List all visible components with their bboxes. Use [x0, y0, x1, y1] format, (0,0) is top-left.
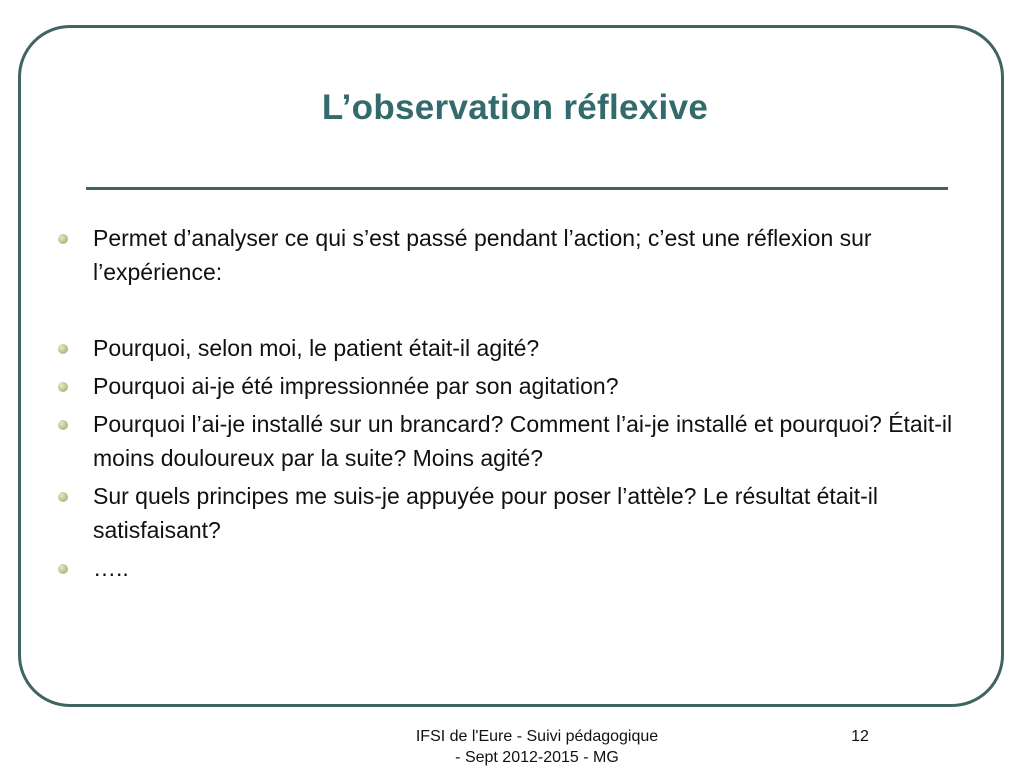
- bullet-text: …..: [93, 555, 129, 581]
- bullet-item: [58, 331, 958, 365]
- footer-text: [372, 726, 702, 768]
- footer-line-2: - Sept 2012-2015 - MG: [455, 749, 619, 766]
- footer-line-1: IFSI de l'Eure - Suivi pédagogique: [415, 728, 659, 745]
- bullet-item: [58, 221, 958, 289]
- bullet-text: Permet d’analyser ce qui s’est passé pendant l’action; c’est une réflexion sur l’expérience:: [93, 225, 872, 285]
- bullet-text: Pourquoi l’ai-je installé sur un brancard? Comment l’ai-je installé et pourquoi? Était-il moins douloureux par la suite? Moins agité?: [93, 411, 953, 471]
- bullet-list: [58, 221, 958, 589]
- bullet-item: [58, 479, 958, 547]
- bullet-dot-icon: [58, 234, 68, 244]
- bullet-item: [58, 551, 958, 585]
- bullet-text: Pourquoi, selon moi, le patient était-il agité?: [93, 335, 540, 361]
- bullet-text: Sur quels principes me suis-je appuyée pour poser l’attèle? Le résultat était-il satisfaisant?: [93, 483, 878, 543]
- page-number: 12: [851, 728, 869, 745]
- title-divider: [86, 187, 948, 190]
- bullet-dot-icon: [58, 420, 68, 430]
- bullet-dot-icon: [58, 344, 68, 354]
- bullet-text: Pourquoi ai-je été impressionnée par son agitation?: [93, 373, 619, 399]
- bullet-item: [58, 407, 958, 475]
- slide-title: L’observation réflexive: [321, 88, 709, 127]
- bullet-item: [58, 369, 958, 403]
- bullet-dot-icon: [58, 492, 68, 502]
- bullet-dot-icon: [58, 382, 68, 392]
- bullet-dot-icon: [58, 564, 68, 574]
